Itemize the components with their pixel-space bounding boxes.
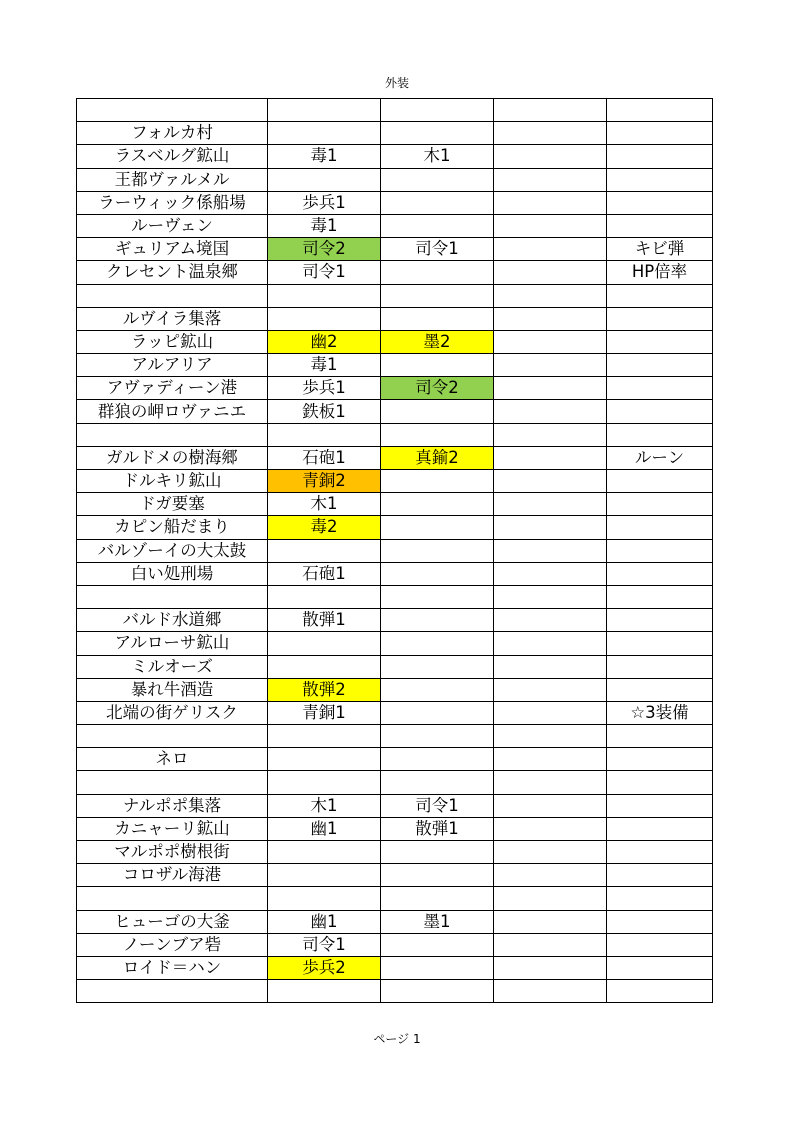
table-row <box>77 238 713 261</box>
value-cell-col2[interactable]: 司令1 <box>381 238 494 261</box>
value-cell-col2[interactable] <box>381 748 494 771</box>
value-cell-col4[interactable] <box>607 956 713 979</box>
value-cell-col1[interactable] <box>268 771 381 794</box>
value-cell-col1[interactable]: 木1 <box>268 794 381 817</box>
value-cell-col2[interactable] <box>381 261 494 284</box>
spreadsheet-table <box>76 98 713 1003</box>
value-cell-col1[interactable] <box>268 887 381 910</box>
table-row <box>77 980 713 1003</box>
value-cell-col4[interactable] <box>607 307 713 330</box>
value-cell-col2[interactable] <box>381 980 494 1003</box>
location-name-cell[interactable]: フォルカ村 <box>77 122 268 145</box>
value-cell-col4[interactable] <box>607 330 713 353</box>
value-cell-col4[interactable] <box>607 725 713 748</box>
value-cell-col1[interactable]: 毒1 <box>268 354 381 377</box>
value-cell-col3[interactable] <box>494 284 607 307</box>
value-cell-col4[interactable] <box>607 214 713 237</box>
location-name-cell[interactable]: カピン船だまり <box>77 516 268 539</box>
table-row <box>77 145 713 168</box>
location-name-cell[interactable]: ドルキリ鉱山 <box>77 470 268 493</box>
value-cell-col2[interactable] <box>381 841 494 864</box>
value-cell-col3[interactable] <box>494 168 607 191</box>
value-cell-col2[interactable] <box>381 585 494 608</box>
table-row <box>77 168 713 191</box>
value-cell-col1[interactable]: 司令2 <box>268 238 381 261</box>
location-name-cell[interactable] <box>77 980 268 1003</box>
value-cell-col2[interactable] <box>381 122 494 145</box>
value-cell-col3[interactable] <box>494 725 607 748</box>
value-cell-col2[interactable] <box>381 771 494 794</box>
value-cell-col1[interactable]: 司令1 <box>268 261 381 284</box>
value-cell-col2[interactable] <box>381 725 494 748</box>
value-cell-col2[interactable]: 散弾1 <box>381 817 494 840</box>
location-name-cell[interactable]: ラッピ鉱山 <box>77 330 268 353</box>
value-cell-col4[interactable]: ルーン <box>607 446 713 469</box>
value-cell-col1[interactable]: 幽2 <box>268 330 381 353</box>
value-cell-col2[interactable] <box>381 493 494 516</box>
value-cell-col2[interactable] <box>381 864 494 887</box>
location-name-cell[interactable] <box>77 887 268 910</box>
value-cell-col2[interactable] <box>381 191 494 214</box>
value-cell-col1[interactable] <box>268 655 381 678</box>
value-cell-col2[interactable] <box>381 678 494 701</box>
value-cell-col3[interactable] <box>494 817 607 840</box>
value-cell-col2[interactable] <box>381 400 494 423</box>
value-cell-col2[interactable] <box>381 470 494 493</box>
value-cell-col2[interactable] <box>381 887 494 910</box>
value-cell-col1[interactable]: 司令1 <box>268 933 381 956</box>
location-name-cell[interactable]: ルーヴェン <box>77 214 268 237</box>
value-cell-col3[interactable] <box>494 864 607 887</box>
table-row <box>77 307 713 330</box>
value-cell-col4[interactable] <box>607 377 713 400</box>
table-row <box>77 864 713 887</box>
value-cell-col3[interactable] <box>494 122 607 145</box>
value-cell-col3[interactable] <box>494 609 607 632</box>
value-cell-col4[interactable] <box>607 99 713 122</box>
table-body <box>77 99 713 1003</box>
location-name-cell[interactable]: ナルポポ集落 <box>77 794 268 817</box>
value-cell-col4[interactable] <box>607 841 713 864</box>
value-cell-col4[interactable] <box>607 145 713 168</box>
table-row <box>77 725 713 748</box>
page-footer: ページ 1 <box>373 1032 421 1046</box>
location-name-cell[interactable]: ネロ <box>77 748 268 771</box>
value-cell-col3[interactable] <box>494 516 607 539</box>
value-cell-col1[interactable] <box>268 585 381 608</box>
table-row <box>77 122 713 145</box>
table-row <box>77 887 713 910</box>
table-row <box>77 655 713 678</box>
value-cell-col1[interactable]: 幽1 <box>268 910 381 933</box>
value-cell-col1[interactable] <box>268 122 381 145</box>
value-cell-col3[interactable] <box>494 910 607 933</box>
location-name-cell[interactable]: ドガ要塞 <box>77 493 268 516</box>
value-cell-col4[interactable] <box>607 539 713 562</box>
location-name-cell[interactable]: ラーウィック係船場 <box>77 191 268 214</box>
value-cell-col4[interactable] <box>607 678 713 701</box>
value-cell-col3[interactable] <box>494 980 607 1003</box>
value-cell-col3[interactable] <box>494 261 607 284</box>
location-name-cell[interactable]: ラスベルグ鉱山 <box>77 145 268 168</box>
location-name-cell[interactable]: バルド水道郷 <box>77 609 268 632</box>
table-row <box>77 771 713 794</box>
value-cell-col3[interactable] <box>494 238 607 261</box>
value-cell-col1[interactable] <box>268 168 381 191</box>
value-cell-col1[interactable] <box>268 423 381 446</box>
value-cell-col4[interactable] <box>607 910 713 933</box>
value-cell-col2[interactable] <box>381 655 494 678</box>
value-cell-col1[interactable]: 毒1 <box>268 145 381 168</box>
value-cell-col4[interactable] <box>607 980 713 1003</box>
value-cell-col4[interactable] <box>607 493 713 516</box>
value-cell-col1[interactable]: 散弾1 <box>268 609 381 632</box>
value-cell-col4[interactable] <box>607 354 713 377</box>
value-cell-col3[interactable] <box>494 191 607 214</box>
value-cell-col4[interactable] <box>607 191 713 214</box>
value-cell-col2[interactable] <box>381 516 494 539</box>
value-cell-col2[interactable] <box>381 214 494 237</box>
table-row <box>77 956 713 979</box>
value-cell-col4[interactable] <box>607 585 713 608</box>
table-row <box>77 910 713 933</box>
value-cell-col1[interactable]: 木1 <box>268 493 381 516</box>
value-cell-col3[interactable] <box>494 446 607 469</box>
location-name-cell[interactable]: アヴァディーン港 <box>77 377 268 400</box>
table-row <box>77 609 713 632</box>
value-cell-col3[interactable] <box>494 330 607 353</box>
value-cell-col3[interactable] <box>494 701 607 724</box>
location-name-cell[interactable]: クレセント温泉郷 <box>77 261 268 284</box>
table-row <box>77 261 713 284</box>
value-cell-col2[interactable]: 墨2 <box>381 330 494 353</box>
value-cell-col4[interactable] <box>607 748 713 771</box>
value-cell-col2[interactable]: 木1 <box>381 145 494 168</box>
value-cell-col4[interactable] <box>607 864 713 887</box>
value-cell-col4[interactable] <box>607 400 713 423</box>
value-cell-col1[interactable] <box>268 864 381 887</box>
value-cell-col3[interactable] <box>494 539 607 562</box>
value-cell-col2[interactable]: 司令2 <box>381 377 494 400</box>
location-name-cell[interactable]: 群狼の岬ロヴァニエ <box>77 400 268 423</box>
table-row <box>77 562 713 585</box>
value-cell-col1[interactable]: 幽1 <box>268 817 381 840</box>
location-name-cell[interactable]: コロザル海港 <box>77 864 268 887</box>
table-row <box>77 99 713 122</box>
value-cell-col2[interactable] <box>381 562 494 585</box>
value-cell-col4[interactable]: HP倍率 <box>607 261 713 284</box>
value-cell-col4[interactable] <box>607 516 713 539</box>
value-cell-col3[interactable] <box>494 956 607 979</box>
value-cell-col2[interactable] <box>381 701 494 724</box>
table-row <box>77 748 713 771</box>
value-cell-col1[interactable]: 歩兵2 <box>268 956 381 979</box>
value-cell-col3[interactable] <box>494 400 607 423</box>
location-name-cell[interactable]: ギュリアム境国 <box>77 238 268 261</box>
table-row <box>77 423 713 446</box>
value-cell-col4[interactable] <box>607 168 713 191</box>
location-name-cell[interactable]: ミルオーズ <box>77 655 268 678</box>
value-cell-col3[interactable] <box>494 632 607 655</box>
location-name-cell[interactable]: ノーンブア砦 <box>77 933 268 956</box>
value-cell-col3[interactable] <box>494 307 607 330</box>
value-cell-col3[interactable] <box>494 748 607 771</box>
value-cell-col1[interactable] <box>268 539 381 562</box>
value-cell-col1[interactable] <box>268 725 381 748</box>
value-cell-col4[interactable]: キビ弾 <box>607 238 713 261</box>
value-cell-col4[interactable] <box>607 817 713 840</box>
table-row <box>77 933 713 956</box>
value-cell-col1[interactable]: 石砲1 <box>268 562 381 585</box>
location-name-cell[interactable]: 王都ヴァルメル <box>77 168 268 191</box>
location-name-cell[interactable]: バルゾーイの大太鼓 <box>77 539 268 562</box>
value-cell-col1[interactable]: 青銅1 <box>268 701 381 724</box>
value-cell-col2[interactable]: 墨1 <box>381 910 494 933</box>
value-cell-col1[interactable]: 石砲1 <box>268 446 381 469</box>
value-cell-col1[interactable]: 毒2 <box>268 516 381 539</box>
value-cell-col4[interactable] <box>607 887 713 910</box>
location-name-cell[interactable] <box>77 284 268 307</box>
table-row <box>77 214 713 237</box>
value-cell-col1[interactable]: 鉄板1 <box>268 400 381 423</box>
location-name-cell[interactable] <box>77 423 268 446</box>
value-cell-col4[interactable] <box>607 632 713 655</box>
value-cell-col2[interactable] <box>381 168 494 191</box>
value-cell-col3[interactable] <box>494 214 607 237</box>
table-row <box>77 516 713 539</box>
value-cell-col1[interactable]: 青銅2 <box>268 470 381 493</box>
value-cell-col3[interactable] <box>494 887 607 910</box>
page-header-title: 外装 <box>384 76 409 90</box>
location-name-cell[interactable]: カニャーリ鉱山 <box>77 817 268 840</box>
value-cell-col2[interactable] <box>381 99 494 122</box>
value-cell-col1[interactable] <box>268 307 381 330</box>
value-cell-col3[interactable] <box>494 470 607 493</box>
value-cell-col3[interactable] <box>494 841 607 864</box>
value-cell-col3[interactable] <box>494 562 607 585</box>
location-name-cell[interactable]: マルポポ樹根街 <box>77 841 268 864</box>
value-cell-col1[interactable] <box>268 980 381 1003</box>
value-cell-col1[interactable]: 歩兵1 <box>268 377 381 400</box>
value-cell-col2[interactable] <box>381 423 494 446</box>
table-row <box>77 701 713 724</box>
value-cell-col4[interactable]: ☆3装備 <box>607 701 713 724</box>
value-cell-col2[interactable] <box>381 284 494 307</box>
value-cell-col1[interactable] <box>268 632 381 655</box>
location-name-cell[interactable]: ロイド＝ハン <box>77 956 268 979</box>
table-row <box>77 794 713 817</box>
value-cell-col3[interactable] <box>494 771 607 794</box>
location-name-cell[interactable]: ルヴイラ集落 <box>77 307 268 330</box>
value-cell-col1[interactable] <box>268 99 381 122</box>
value-cell-col2[interactable]: 真鍮2 <box>381 446 494 469</box>
value-cell-col2[interactable] <box>381 354 494 377</box>
table-row <box>77 632 713 655</box>
value-cell-col4[interactable] <box>607 655 713 678</box>
table-row <box>77 817 713 840</box>
value-cell-col1[interactable]: 歩兵1 <box>268 191 381 214</box>
value-cell-col3[interactable] <box>494 377 607 400</box>
location-name-cell[interactable] <box>77 585 268 608</box>
table-row <box>77 377 713 400</box>
value-cell-col4[interactable] <box>607 609 713 632</box>
location-name-cell[interactable] <box>77 725 268 748</box>
table-row <box>77 493 713 516</box>
location-name-cell[interactable]: ガルドメの樹海郷 <box>77 446 268 469</box>
value-cell-col3[interactable] <box>494 423 607 446</box>
value-cell-col1[interactable] <box>268 748 381 771</box>
value-cell-col4[interactable] <box>607 562 713 585</box>
location-name-cell[interactable] <box>77 771 268 794</box>
table-row <box>77 470 713 493</box>
value-cell-col4[interactable] <box>607 423 713 446</box>
value-cell-col1[interactable] <box>268 284 381 307</box>
value-cell-col3[interactable] <box>494 933 607 956</box>
value-cell-col1[interactable]: 毒1 <box>268 214 381 237</box>
location-name-cell[interactable]: 白い処刑場 <box>77 562 268 585</box>
location-name-cell[interactable]: アルアリア <box>77 354 268 377</box>
value-cell-col3[interactable] <box>494 493 607 516</box>
value-cell-col4[interactable] <box>607 284 713 307</box>
table-row <box>77 585 713 608</box>
value-cell-col4[interactable] <box>607 933 713 956</box>
table-row <box>77 446 713 469</box>
location-name-cell[interactable]: 北端の街ゲリスク <box>77 701 268 724</box>
value-cell-col3[interactable] <box>494 794 607 817</box>
value-cell-col1[interactable]: 散弾2 <box>268 678 381 701</box>
location-name-cell[interactable]: アルローサ鉱山 <box>77 632 268 655</box>
table-row <box>77 539 713 562</box>
location-name-cell[interactable] <box>77 99 268 122</box>
value-cell-col3[interactable] <box>494 99 607 122</box>
table-row <box>77 354 713 377</box>
table-row <box>77 841 713 864</box>
table-row <box>77 330 713 353</box>
value-cell-col3[interactable] <box>494 354 607 377</box>
location-name-cell[interactable]: ヒューゴの大釜 <box>77 910 268 933</box>
location-name-cell[interactable]: 暴れ牛酒造 <box>77 678 268 701</box>
value-cell-col2[interactable] <box>381 632 494 655</box>
table-row <box>77 284 713 307</box>
value-cell-col1[interactable] <box>268 841 381 864</box>
value-cell-col4[interactable] <box>607 470 713 493</box>
value-cell-col4[interactable] <box>607 794 713 817</box>
value-cell-col2[interactable] <box>381 956 494 979</box>
value-cell-col2[interactable]: 司令1 <box>381 794 494 817</box>
value-cell-col3[interactable] <box>494 585 607 608</box>
table-row <box>77 678 713 701</box>
value-cell-col4[interactable] <box>607 122 713 145</box>
value-cell-col2[interactable] <box>381 609 494 632</box>
value-cell-col2[interactable] <box>381 933 494 956</box>
value-cell-col3[interactable] <box>494 655 607 678</box>
value-cell-col3[interactable] <box>494 145 607 168</box>
value-cell-col2[interactable] <box>381 307 494 330</box>
value-cell-col4[interactable] <box>607 771 713 794</box>
value-cell-col2[interactable] <box>381 539 494 562</box>
value-cell-col3[interactable] <box>494 678 607 701</box>
table-row <box>77 191 713 214</box>
table-row <box>77 400 713 423</box>
